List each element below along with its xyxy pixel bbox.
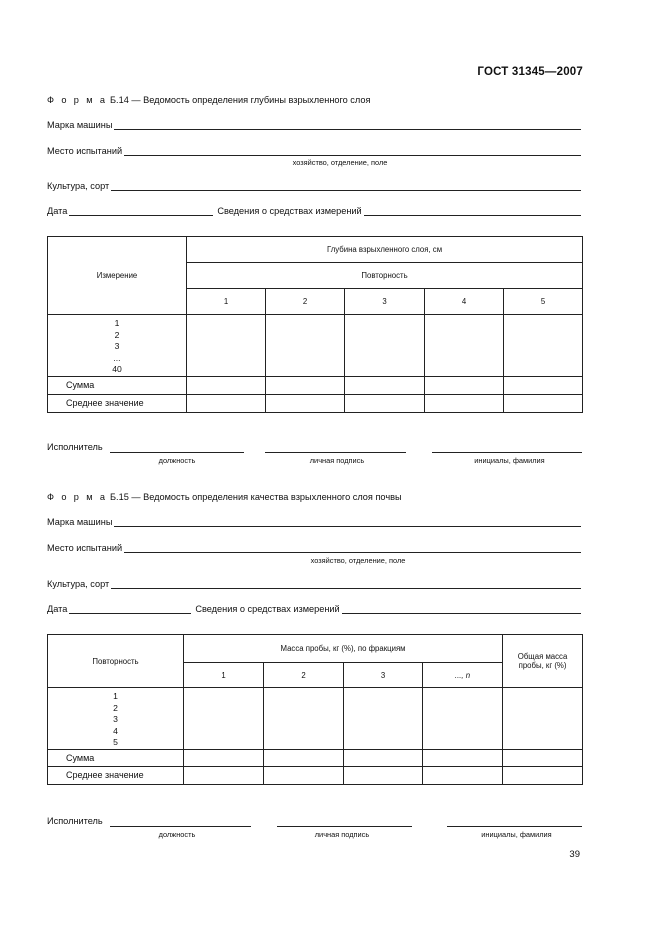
form15-title (47, 492, 402, 502)
form14-executor-label: Исполнитель (47, 442, 103, 452)
form15-table (47, 634, 583, 785)
form14-machine-label: Марка машины (47, 120, 113, 130)
form15-cell[interactable] (264, 766, 344, 784)
form15-total-header-line2: пробы, кг (%) (518, 661, 567, 670)
form14-place-caption: хозяйство, отделение, поле (292, 158, 388, 167)
form14-col-4: 4 (425, 289, 504, 315)
form14-row-label: 40 (112, 364, 122, 374)
form14-signature-field[interactable] (265, 451, 406, 453)
form14-cell[interactable] (266, 394, 345, 412)
form15-row-label: 3 (113, 714, 118, 724)
form15-means-field[interactable] (342, 605, 581, 614)
form14-col-5: 5 (504, 289, 583, 315)
form14-sum-label: Сумма (48, 376, 187, 394)
form14-date-field[interactable] (69, 207, 213, 216)
form15-total-header-line1: Общая масса (517, 652, 568, 661)
form15-culture-field[interactable] (111, 580, 581, 589)
form15-cell[interactable] (423, 766, 503, 784)
form15-cell[interactable] (264, 749, 344, 766)
form14-culture-field[interactable] (111, 182, 581, 191)
form14-cell[interactable] (425, 315, 504, 377)
form15-cell[interactable] (344, 766, 423, 784)
form15-machine-label: Марка машины (47, 517, 113, 527)
form14-row-label: 3 (114, 341, 120, 351)
form14-avg-label: Среднее значение (48, 394, 187, 412)
form15-date-line[interactable] (47, 604, 581, 614)
form15-means-label: Сведения о средствах измерений (195, 604, 340, 614)
form14-place-field[interactable] (124, 147, 581, 156)
page-number: 39 (569, 849, 580, 860)
form14-cell[interactable] (504, 376, 583, 394)
form14-cell[interactable] (345, 394, 425, 412)
form14-cell[interactable] (425, 394, 504, 412)
form14-machine-field[interactable] (114, 121, 581, 130)
form14-place-line[interactable] (47, 146, 581, 156)
form14-cell[interactable] (345, 376, 425, 394)
form15-title-text: Б.15 — Ведомость определения качества взрыхленного слоя почвы (107, 492, 402, 502)
form15-avg-label: Среднее значение (48, 766, 184, 784)
form14-title-text: Б.14 — Ведомость определения глубины взрыхленного слоя (107, 95, 371, 105)
form15-cell[interactable] (423, 688, 503, 750)
form15-row-label: 1 (113, 691, 118, 701)
form15-cell[interactable] (503, 749, 583, 766)
form15-col-n: ..., n (423, 663, 503, 688)
form15-place-line[interactable] (47, 543, 581, 553)
form15-place-label: Место испытаний (47, 543, 123, 553)
form15-mass-header: Масса пробы, кг (%), по фракциям (184, 635, 503, 663)
form15-machine-field[interactable] (114, 518, 581, 527)
form14-caption-signature: личная подпись (309, 456, 365, 465)
form14-repeat-header: Повторность (187, 263, 583, 289)
form14-col-1: 1 (187, 289, 266, 315)
form14-row-label: ... (113, 352, 121, 363)
form15-cell[interactable] (503, 688, 583, 750)
form15-cell[interactable] (184, 688, 264, 750)
form14-cell[interactable] (345, 315, 425, 377)
form14-title (47, 95, 370, 105)
form15-executor-block (47, 816, 581, 846)
document-code: ГОСТ 31345—2007 (477, 66, 583, 78)
form15-col-repeat: Повторность (48, 635, 184, 688)
form14-date-line[interactable] (47, 206, 581, 216)
form15-row-labels (48, 688, 184, 750)
form15-cell[interactable] (503, 766, 583, 784)
form14-title-prefix: Ф о р м а (47, 95, 108, 105)
form15-col-3: 3 (344, 663, 423, 688)
form14-col-3: 3 (345, 289, 425, 315)
form14-cell[interactable] (187, 394, 266, 412)
form15-cell[interactable] (344, 749, 423, 766)
form14-cell[interactable] (504, 394, 583, 412)
form14-means-field[interactable] (364, 207, 581, 216)
form14-means-label: Сведения о средствах измерений (217, 206, 362, 216)
form14-cell[interactable] (266, 315, 345, 377)
form15-place-field[interactable] (124, 544, 581, 553)
form15-cell[interactable] (184, 766, 264, 784)
form15-place-caption: хозяйство, отделение, поле (310, 556, 406, 565)
form15-cell[interactable] (344, 688, 423, 750)
form14-row-label: 2 (114, 329, 120, 340)
form15-executor-label: Исполнитель (47, 816, 103, 826)
form15-date-label: Дата (47, 604, 68, 614)
form15-culture-line[interactable] (47, 579, 581, 589)
form14-caption-position: должность (158, 456, 196, 465)
form14-culture-label: Культура, сорт (47, 181, 110, 191)
form15-title-prefix: Ф о р м а (47, 492, 108, 502)
form15-cell[interactable] (264, 688, 344, 750)
form14-cell[interactable] (187, 315, 266, 377)
form14-table (47, 236, 583, 413)
form15-caption-position: должность (158, 830, 196, 839)
form15-cell[interactable] (423, 749, 503, 766)
form15-machine-line[interactable] (47, 517, 581, 527)
form14-name-field[interactable] (432, 451, 582, 453)
form14-machine-line[interactable] (47, 120, 581, 130)
form14-place-label: Место испытаний (47, 146, 123, 156)
form15-total-header (503, 635, 583, 688)
form14-executor-block (47, 442, 581, 472)
form15-col-1: 1 (184, 663, 264, 688)
form14-cell[interactable] (425, 376, 504, 394)
form15-signature-field[interactable] (277, 825, 412, 827)
form14-col-measurement: Измерение (48, 237, 187, 315)
form14-depth-header: Глубина взрыхленного слоя, см (187, 237, 583, 263)
form15-row-label: 5 (113, 737, 118, 747)
form14-position-field[interactable] (110, 451, 244, 453)
form14-cell[interactable] (187, 376, 266, 394)
form14-col-2: 2 (266, 289, 345, 315)
form15-cell[interactable] (184, 749, 264, 766)
form14-cell[interactable] (266, 376, 345, 394)
form14-row-labels (48, 315, 187, 377)
form15-name-field[interactable] (447, 825, 582, 827)
form14-row-label: 1 (114, 318, 120, 328)
form14-culture-line[interactable] (47, 181, 581, 191)
form15-caption-signature: личная подпись (314, 830, 370, 839)
form15-sum-label: Сумма (48, 749, 184, 766)
form15-row-label: 2 (113, 702, 118, 713)
form14-cell[interactable] (504, 315, 583, 377)
form14-date-label: Дата (47, 206, 68, 216)
form15-culture-label: Культура, сорт (47, 579, 110, 589)
form14-caption-name: инициалы, фамилия (474, 456, 545, 465)
form15-date-field[interactable] (69, 605, 191, 614)
form15-col-2: 2 (264, 663, 344, 688)
form15-row-label: 4 (113, 725, 118, 736)
form15-caption-name: инициалы, фамилия (481, 830, 552, 839)
form15-position-field[interactable] (110, 825, 251, 827)
